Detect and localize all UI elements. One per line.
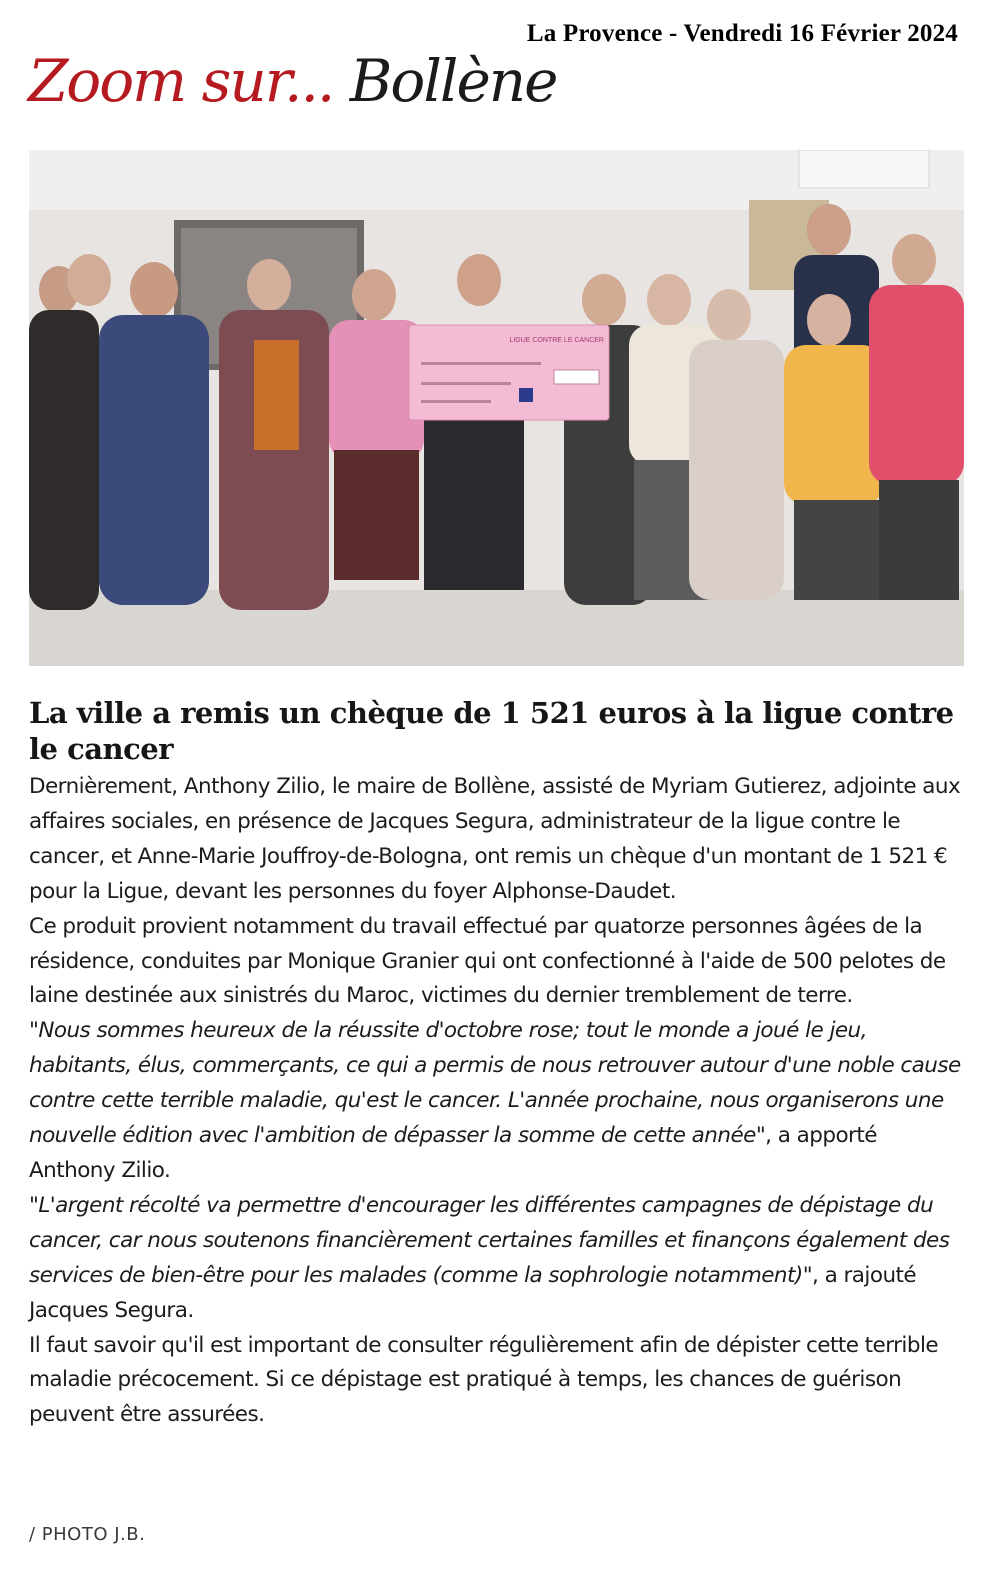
article-headline: La ville a remis un chèque de 1 521 euros à la ligue contre le cancer bbox=[29, 696, 954, 766]
group-photo-illustration bbox=[29, 150, 964, 666]
section-kicker bbox=[28, 47, 557, 115]
article-photo bbox=[29, 150, 964, 666]
mayor-quote: "Nous sommes heureux de la réussite d'octobre rose; tout le monde a joué le jeu, habitants, élus, commerçants, ce qui a permis de nous retrouver autour d'une noble cause contre cette terrible maladie, qu'est le cancer. L'année prochaine, nous organiserons une nouvelle édition avec l'ambition de dépasser la somme de cette année" bbox=[29, 1018, 961, 1149]
article-paragraph: Ce produit provient notamment du travail effectué par quatorze personnes âgées de la résidence, conduites par Monique Granier qui ont confectionné à l'aide de 500 pelotes de laine destinée aux sinistrés du Maroc, victimes du dernier tremblement de terre. bbox=[29, 913, 946, 1009]
article-quote-paragraph bbox=[29, 1189, 964, 1329]
article-closing-paragraph: Il faut savoir qu'il est important de consulter régulièrement afin de dépister cette terrible maladie précocement. Si ce dépistage est pratiqué à temps, les chances de guérison peuvent être assurées. bbox=[29, 1332, 939, 1428]
article-quote-paragraph bbox=[29, 1014, 964, 1189]
administrator-quote: "L'argent récolté va permettre d'encourager les différentes campagnes de dépistage du cancer, car nous soutenons financièrement certaines familles et finançons également des services de bien-être pour les malades (comme la sophrologie notamment)" bbox=[29, 1192, 950, 1288]
cheque-illustration bbox=[409, 325, 609, 420]
article-body bbox=[29, 770, 964, 1433]
administrator-quote-attribution: , a rajouté Jacques Segura. bbox=[29, 1262, 917, 1323]
article-paragraph: Dernièrement, Anthony Zilio, le maire de Bollène, assisté de Myriam Gutierez, adjointe aux affaires sociales, en présence de Jacques Segura, administrateur de la ligue contre le cancer, et Anne-Marie Jouffroy-de-Bologna, ont remis un chèque d'un montant de 1 521 € pour la Ligue, devant les personnes du foyer Alphonse-Daudet. bbox=[29, 774, 961, 904]
cheque-brand-text: LIGUE CONTRE LE CANCER bbox=[509, 337, 604, 344]
kicker-prefix: Zoom sur... bbox=[28, 47, 334, 115]
photo-credit: / PHOTO J.B. bbox=[29, 1524, 146, 1545]
mayor-quote-attribution: , a apporté Anthony Zilio. bbox=[29, 1123, 877, 1183]
kicker-city: Bollène bbox=[349, 47, 557, 115]
newspaper-source-date: La Provence - Vendredi 16 Février 2024 bbox=[526, 20, 958, 47]
